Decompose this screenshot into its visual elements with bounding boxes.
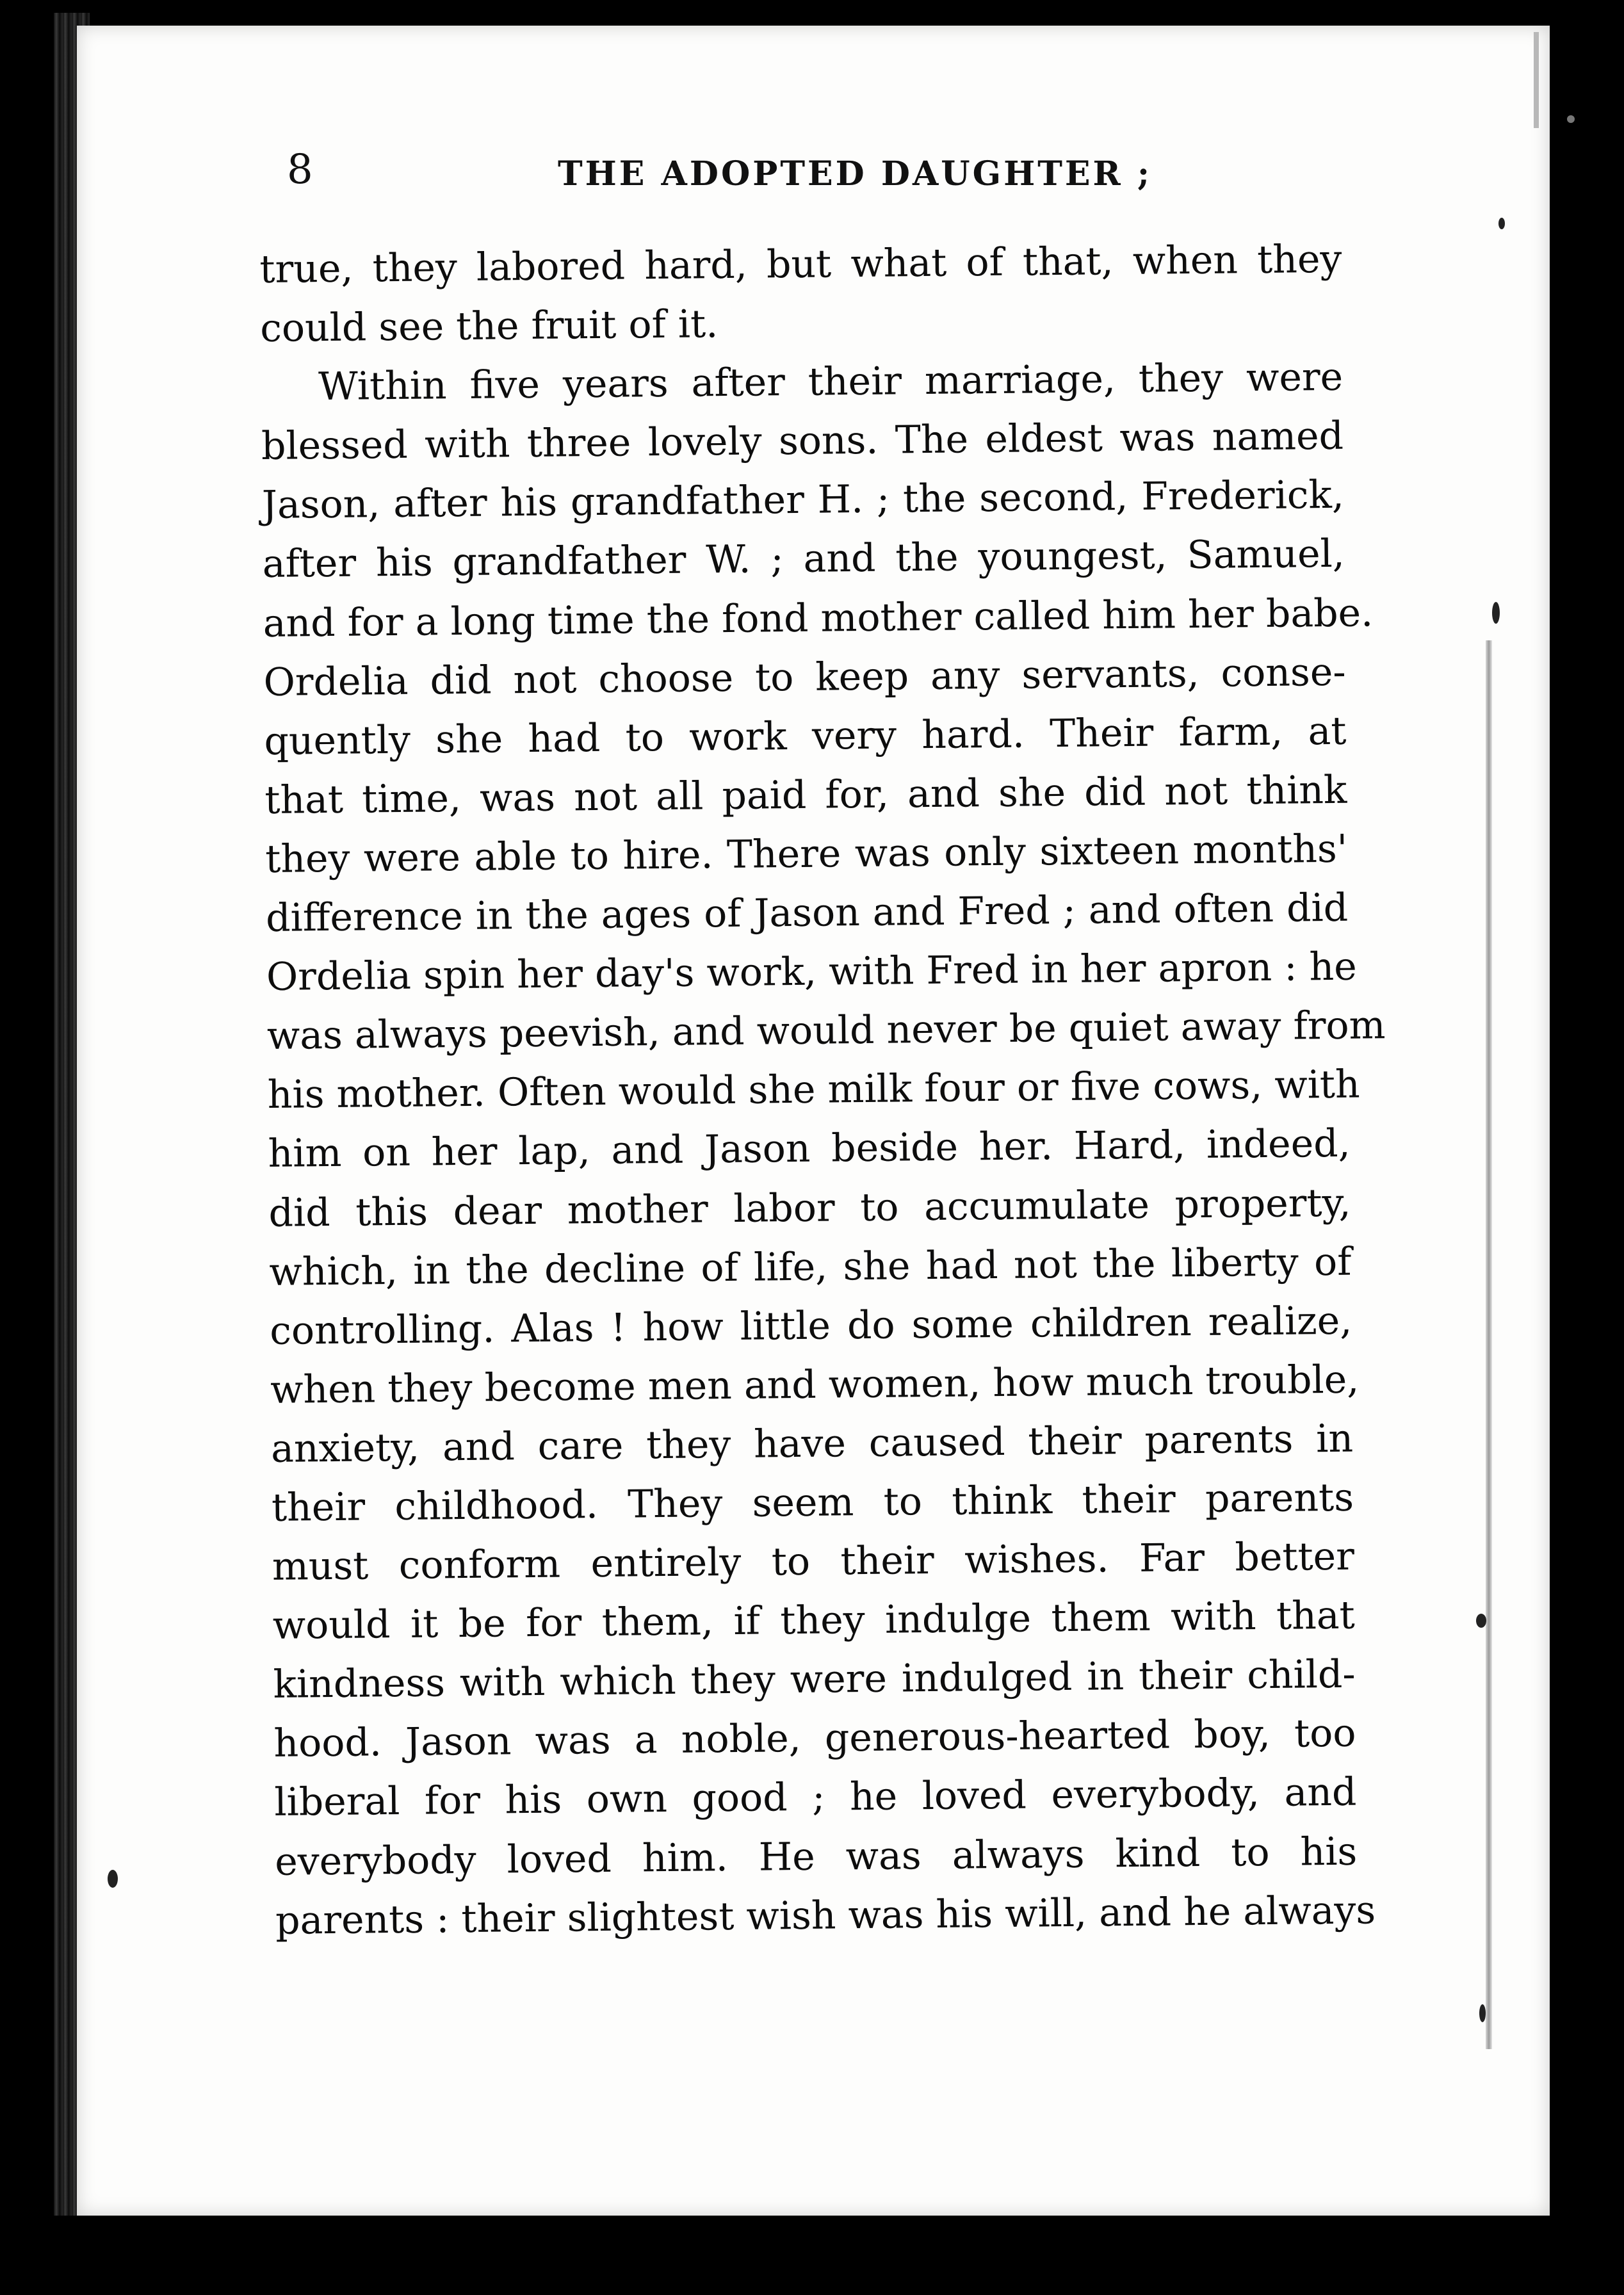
text-line: they were able to hire. There was only sixteen months' bbox=[264, 826, 1348, 882]
page-header bbox=[282, 144, 1428, 202]
text-line: would it be for them, if they indulge them with that bbox=[272, 1593, 1356, 1649]
text-line: that time, was not all paid for, and she did not think bbox=[264, 767, 1347, 823]
text-line: which, in the decline of life, she had not the liberty of bbox=[269, 1239, 1352, 1295]
text-line: true, they labored hard, but what of that, when they bbox=[259, 236, 1342, 292]
text-line: when they become men and women, how much trouble, bbox=[270, 1357, 1360, 1413]
text-line: liberal for his own good ; he loved everybody, and bbox=[274, 1770, 1357, 1826]
page-edge-mark bbox=[1534, 32, 1539, 128]
text-line: difference in the ages of Jason and Fred ; and often did bbox=[265, 885, 1349, 941]
scan-speck bbox=[1479, 2004, 1486, 2022]
text-line: anxiety, and care they have caused their parents in bbox=[270, 1416, 1354, 1472]
text-line: quently she had to work very hard. Their farm, at bbox=[264, 708, 1347, 764]
text-line: must conform entirely to their wishes. Far better bbox=[272, 1534, 1355, 1589]
running-head: THE ADOPTED DAUGHTER ; bbox=[557, 154, 1153, 193]
text-line: and for a long time the fond mother called him her babe. bbox=[263, 590, 1374, 646]
scan-speck bbox=[108, 1870, 118, 1888]
scan-border-bottom bbox=[0, 2216, 1624, 2295]
text-line: after his grandfather W. ; and the youngest, Samuel, bbox=[262, 531, 1345, 587]
text-line: blessed with three lovely sons. The eldest was named bbox=[261, 414, 1344, 469]
text-line: Within five years after their marriage, they were bbox=[318, 354, 1344, 410]
text-line: parents : their slightest wish was his will, and he always bbox=[275, 1888, 1376, 1943]
scan-speck bbox=[1567, 115, 1575, 123]
text-line: him on her lap, and Jason beside her. Hard, indeed, bbox=[268, 1121, 1351, 1177]
text-line: Ordelia spin her day's work, with Fred in her apron : he bbox=[266, 944, 1358, 1000]
scan-speck bbox=[1476, 1614, 1486, 1628]
text-line: Jason, after his grandfather H. ; the second, Frederick, bbox=[261, 473, 1345, 528]
page-number: 8 bbox=[287, 146, 314, 193]
scan-speck bbox=[1492, 602, 1500, 624]
text-line: did this dear mother labor to accumulate property, bbox=[268, 1180, 1351, 1236]
text-line: was always peevish, and would never be quiet away from bbox=[266, 1003, 1386, 1059]
body-text bbox=[259, 230, 1386, 1950]
text-line: kindness with which they were indulged in their child- bbox=[273, 1651, 1356, 1708]
text-line: Ordelia did not choose to keep any servants, conse- bbox=[263, 649, 1346, 705]
scan-speck bbox=[1498, 218, 1505, 229]
text-line: could see the fruit of it. bbox=[259, 302, 719, 352]
text-line: hood. Jason was a noble, generous-hearted boy, too bbox=[273, 1711, 1356, 1767]
text-line: his mother. Often would she milk four or five cows, with bbox=[267, 1062, 1360, 1118]
text-line: controlling. Alas ! how little do some children realize, bbox=[270, 1298, 1352, 1354]
text-line: their childhood. They seem to think their parents bbox=[271, 1475, 1354, 1530]
page-edge-shadow bbox=[1486, 640, 1492, 2049]
text-line: everybody loved him. He was always kind to his bbox=[274, 1829, 1358, 1885]
